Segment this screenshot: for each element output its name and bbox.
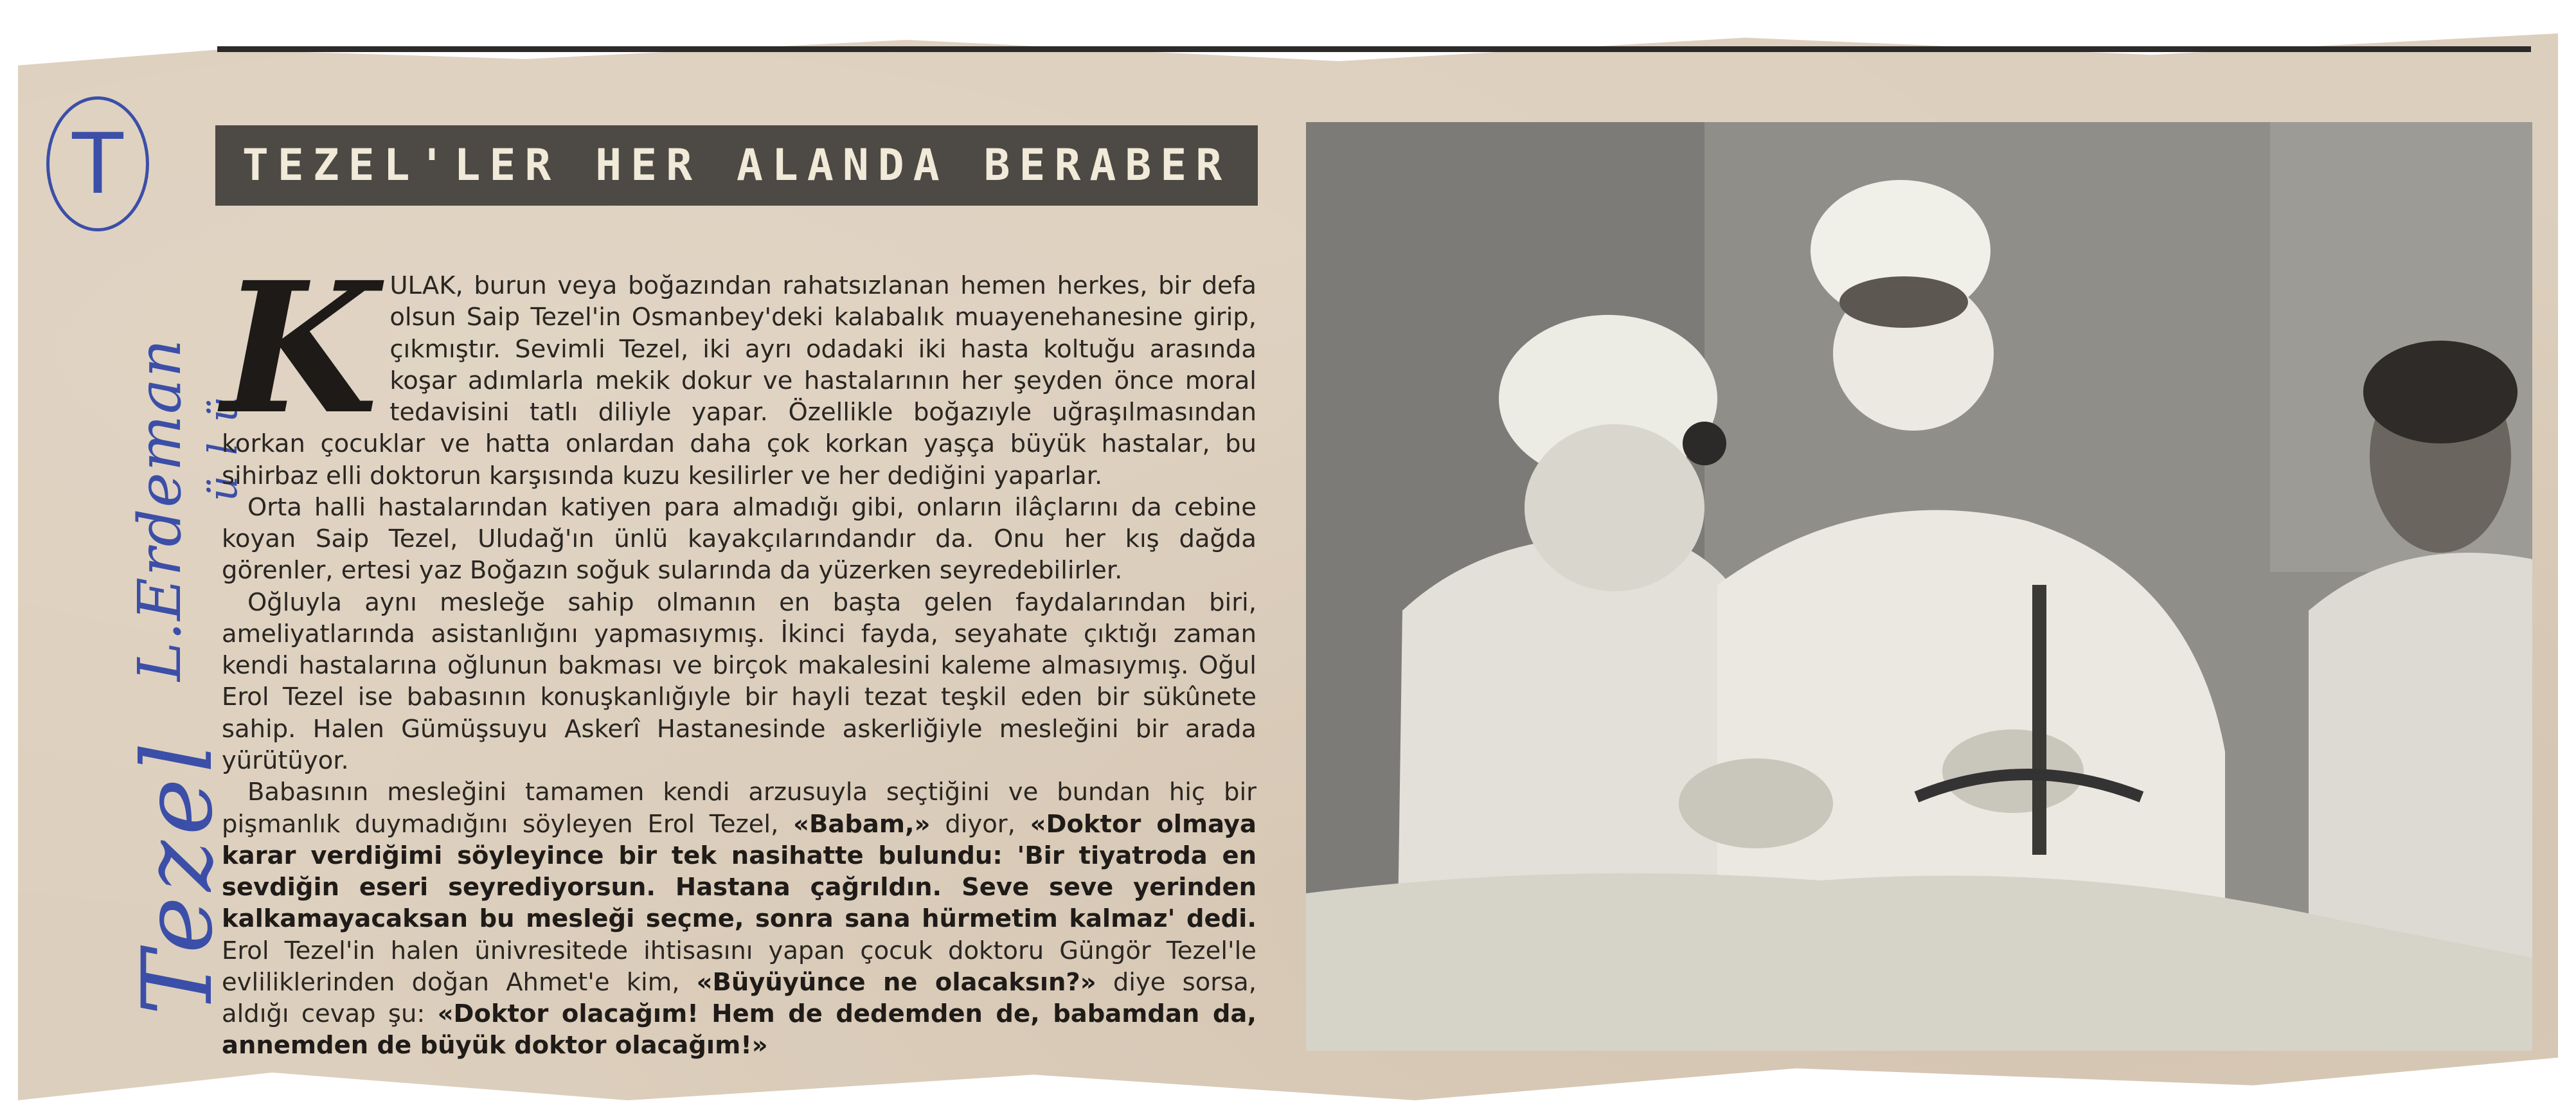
p4-quote-advice: «Doktor olmaya karar verdiğimi söyleyince bir tek nasihatte bulundu: 'Bir tiyatroda en sevdiğin eseri seyrediyorsun. Hastana çağrıldın. Seve seve yerinden kalkamayacaksan bu mesleği seçme, sonra sana hürmetim kalmaz' dedi. [222, 809, 1257, 934]
p4-text-c: diyor, [945, 809, 1015, 839]
article-body [222, 243, 1257, 1062]
p4-text-a: Babasının mesleğini tamamen kendi arzusuyla seçtiğini ve bundan hiç bir pişmanlık duymadığını söyleyen Erol Tezel, [222, 778, 1257, 839]
headline-banner [215, 125, 1258, 206]
handwritten-circle-mark [46, 96, 149, 231]
p4-text-e: Erol Tezel'in halen ünivresitede ihtisasını yapan çocuk doktoru Güngör Tezel'le evliliklerinden doğan Ahmet'e kim, [222, 936, 1257, 997]
photo-illustration [1306, 122, 2532, 1051]
circle-letter: T [72, 115, 123, 213]
p4-text-g: diye sorsa, aldığı cevap şu: [222, 967, 1257, 1029]
top-rule-divider [217, 46, 2531, 52]
p4-quote-babam: «Babam,» [793, 809, 931, 839]
article-paragraph-1: ULAK, burun veya boğazından rahatsızlanan hemen herkes, bir defa olsun Saip Tezel'in Osmanbey'deki kalabalık muayenehanesine girip, çıkmıştır. Sevimli Tezel, iki ayrı odadaki iki hasta koltuğu arasında koşar adımlarla mekik dokur ve hastalarının her şeyden önce moral tedavisini tatlı diliyle yapar. Özellikle boğazıyle uğraşılmasından korkan çocuklar ve hatta onlardan daha çok korkan yaşça büyük hastalar, bu sihirbaz elli doktorun karşısında kuzu kesilirler ve her dediğini yaparlar. [222, 271, 1257, 490]
article-paragraph-2: Orta halli hastalarından katiyen para almadığı gibi, onların ilâçlarını da cebine koyan Saip Tezel, Uludağ'ın ünlü kayakçılarındandır da. Onu her kış dağda görenler, ertesi yaz Boğazın soğuk sularında da yüzerken seyredebilirler. [222, 492, 1257, 585]
article-paragraph-3: Oğluyla aynı mesleğe sahip olmanın en başta gelen faydalarından biri, ameliyatlarında asistanlığını yapmasıymış. İkinci fayda, seyahate çıktığı zaman kendi hastalarına oğlunun bakması ve birçok makalesini kaleme almasıymış. Oğul Erol Tezel ise babasının konuşkanlığıyle bir hayli tezat teşkil eden bir sükûnete sahip. Halen Gümüşsuyu Askerî Hastanesinde askerliğiyle mesleğini bir arada yürütüyor. [222, 587, 1257, 775]
headline-text: TEZEL'LER HER ALANDA BERABER [242, 140, 1231, 191]
p4-quote-answer: «Doktor olacağım! Hem de dedemden de, babamdan da, annemden de büyük doktor olacağım!» [222, 999, 1257, 1060]
surgeons-operating-photo [1306, 122, 2532, 1051]
handwritten-note-2: ü l ü [199, 392, 246, 501]
article-paragraph-4 [222, 776, 1257, 1061]
handwritten-note-1: L.Erdeman [125, 337, 194, 681]
dropcap-letter: K [222, 243, 379, 454]
p4-quote-question: «Büyüyünce ne olacaksın?» [696, 967, 1096, 997]
handwritten-note-tezel: Tezel [122, 737, 234, 1015]
